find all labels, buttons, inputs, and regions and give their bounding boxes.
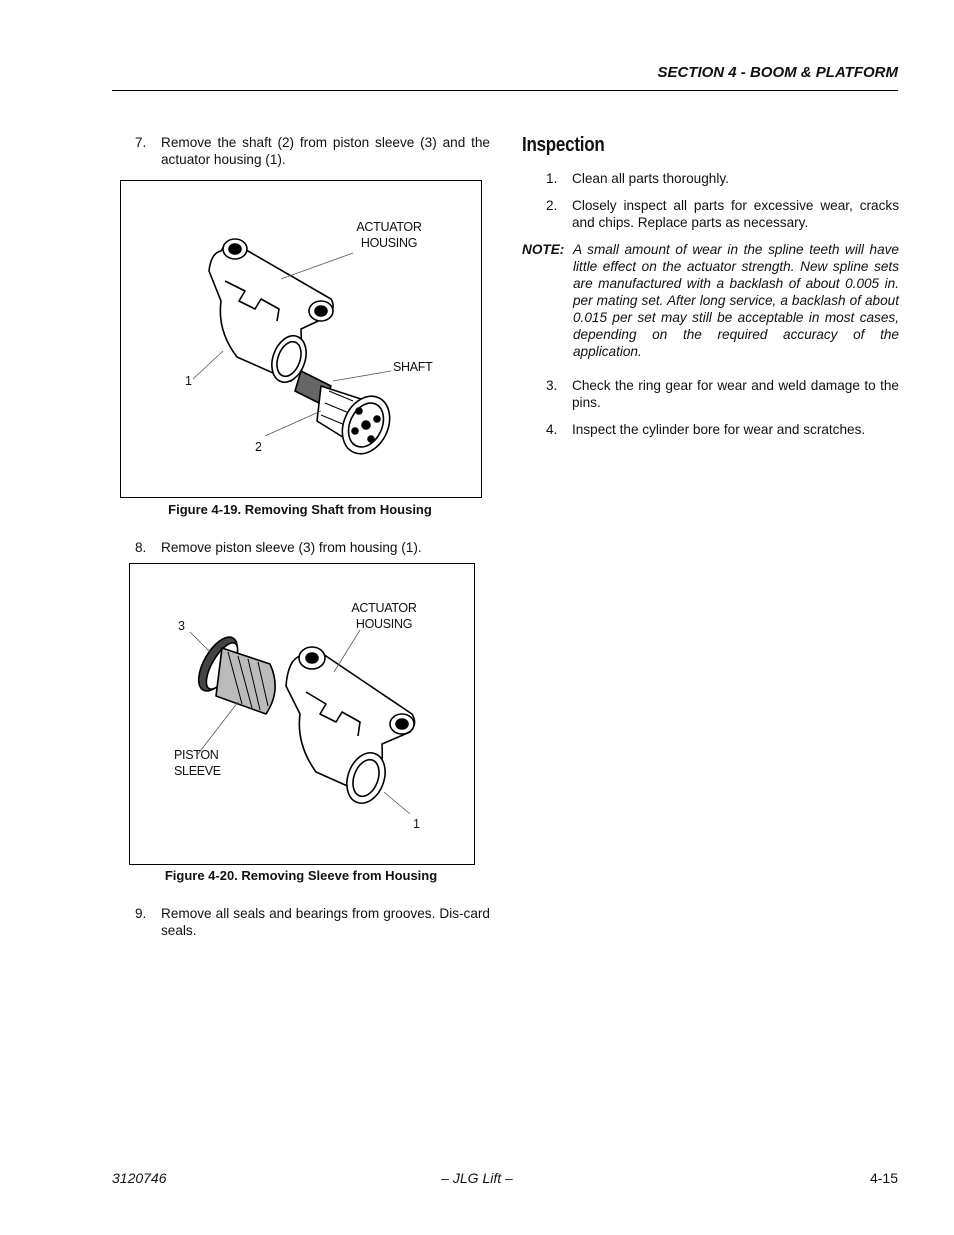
step-text: Clean all parts thoroughly.	[572, 171, 729, 186]
step-text: Check the ring gear for wear and weld damage to the pins.	[572, 378, 899, 410]
note-block	[522, 241, 899, 360]
label-line-1: PISTON	[174, 748, 219, 762]
step-text: Remove all seals and bearings from grooves. Dis-card seals.	[161, 906, 490, 938]
label-part-2: 2	[255, 440, 262, 454]
note-label: NOTE:	[522, 242, 565, 257]
label-part-3: 3	[178, 619, 185, 633]
step-text: Remove the shaft (2) from piston sleeve (3) and the actuator housing (1).	[161, 135, 490, 167]
label-line-1: ACTUATOR	[351, 601, 417, 615]
label-part-1: 1	[185, 374, 192, 388]
step-8	[135, 539, 490, 556]
step-3	[546, 377, 899, 411]
step-number: 4.	[546, 422, 558, 437]
footer-page-number: 4-15	[869, 1170, 898, 1186]
section-header	[112, 64, 898, 91]
left-column	[135, 134, 490, 168]
step-4	[546, 421, 899, 438]
step-7	[135, 134, 490, 168]
note-text: A small amount of wear in the spline teeth will have little effect on the actuator strength. New spline sets are manufactured with a backlash of about 0.005 in. per mating set. After long service, a backlash of about 0.015 per set may still be acceptable in most cases, depending on the required accuracy of the application.	[573, 242, 899, 359]
label-piston-sleeve	[174, 747, 221, 779]
inspection-heading: Inspection	[522, 134, 605, 156]
step-number: 8.	[135, 540, 147, 555]
step-number: 7.	[135, 135, 147, 150]
step-text: Remove piston sleeve (3) from housing (1).	[161, 540, 422, 555]
label-line-2: HOUSING	[360, 236, 418, 250]
section-title: SECTION 4 - BOOM & PLATFORM	[657, 64, 898, 81]
step-text: Closely inspect all parts for excessive wear, cracks and chips. Replace parts as necessary.	[572, 198, 899, 230]
footer-center: – JLG Lift –	[441, 1170, 513, 1186]
step-number: 3.	[546, 378, 558, 393]
step-1	[546, 170, 899, 187]
step-number: 9.	[135, 906, 147, 921]
figure-4-20-caption: Figure 4-20. Removing Sleeve from Housing	[164, 868, 438, 883]
step-9	[135, 905, 490, 939]
sleeve-gear	[216, 648, 275, 714]
step-number: 2.	[546, 198, 558, 213]
figure-4-20	[129, 563, 475, 865]
figure-4-19-caption: Figure 4-19. Removing Shaft from Housing	[168, 502, 432, 517]
label-line-2: HOUSING	[355, 617, 413, 631]
step-text: Inspect the cylinder bore for wear and scratches.	[572, 422, 866, 437]
footer-doc-number: 3120746	[112, 1170, 167, 1186]
figure-4-19	[120, 180, 482, 498]
step-number: 1.	[546, 171, 558, 186]
label-part-1: 1	[413, 817, 420, 831]
label-line-2: SLEEVE	[174, 764, 221, 778]
step-2	[546, 197, 899, 231]
label-actuator-housing	[349, 219, 429, 251]
label-line-1: ACTUATOR	[356, 220, 422, 234]
right-column	[522, 134, 899, 438]
label-shaft: SHAFT	[393, 360, 433, 374]
label-actuator-housing	[344, 600, 424, 632]
